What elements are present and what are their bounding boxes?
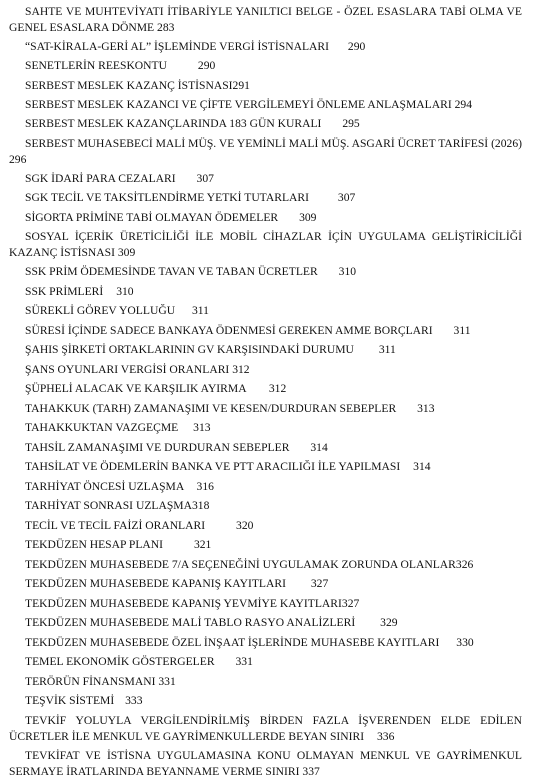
toc-entry[interactable] — [9, 264, 522, 280]
entry-page-number: 283 — [157, 20, 175, 34]
entry-title: SERBEST MESLEK KAZANÇLARINDA 183 GÜN KURALI — [25, 117, 322, 130]
entry-title: SAHTE VE MUHTEVİYATI İTİBARİYLE YANILTICI BELGE - ÖZEL ESASLARA TABİ OLMA VE GENEL ESASLARA DÖNME — [9, 5, 522, 34]
toc-entry[interactable] — [9, 635, 522, 651]
entry-title: SERBEST MUHASEBECİ MALİ MÜŞ. VE YEMİNLİ MALİ MÜŞ. ASGARİ ÜCRET TARİFESİ (2026) — [25, 137, 522, 150]
entry-page-number: 294 — [454, 98, 473, 111]
entry-title: TEMEL EKONOMİK GÖSTERGELER — [25, 655, 215, 668]
entry-page-number: 327 — [310, 577, 329, 590]
entry-page-number: 329 — [380, 616, 398, 629]
entry-page-number: 310 — [116, 285, 134, 298]
toc-entry[interactable] — [9, 210, 522, 226]
entry-title: TEKDÜZEN MUHASEBEDE ÖZEL İNŞAAT İŞLERİNDE MUHASEBE KAYITLARI — [25, 636, 440, 649]
entry-title: TEKDÜZEN MUHASEBEDE KAPANIŞ KAYITLARI — [25, 577, 286, 590]
entry-page-number: 321 — [193, 538, 212, 551]
entry-page-number: 327 — [341, 597, 360, 610]
toc-entry[interactable] — [9, 116, 522, 132]
entry-page-number: 331 — [158, 675, 176, 688]
toc-entry[interactable] — [9, 284, 522, 300]
entry-title: TAHAKKUKTAN VAZGEÇME — [25, 421, 179, 434]
toc-entry[interactable] — [9, 401, 522, 417]
entry-title: SGK TECİL VE TAKSİTLENDİRME YETKİ TUTARLARI — [25, 191, 309, 204]
entry-page-number: 314 — [310, 441, 328, 454]
toc-entry[interactable] — [9, 420, 522, 436]
entry-title: SERBEST MESLEK KAZANÇ İSTİSNASI — [25, 79, 233, 92]
entry-page-number: 307 — [196, 172, 214, 185]
entry-page-number: 296 — [9, 152, 27, 166]
toc-entry[interactable] — [9, 479, 522, 495]
entry-page-number: 290 — [197, 59, 216, 72]
toc-entry[interactable] — [9, 4, 522, 35]
entry-title: TERÖRÜN FİNANSMANI — [25, 675, 156, 688]
entry-page-number: 313 — [193, 421, 211, 434]
entry-title: TEKDÜZEN MUHASEBEDE KAPANIŞ YEVMİYE KAYITLARI — [25, 597, 342, 610]
entry-page-number: 309 — [117, 245, 136, 259]
entry-page-number: 316 — [196, 480, 214, 493]
entry-title: SÜREKLİ GÖREV YOLLUĞU — [25, 304, 176, 317]
toc-entry[interactable] — [9, 596, 522, 612]
toc-entry[interactable] — [9, 39, 522, 55]
toc-entry[interactable] — [9, 498, 522, 514]
entry-title: TECİL VE TECİL FAİZİ ORANLARI — [25, 519, 206, 532]
toc-entry[interactable] — [9, 58, 522, 74]
toc-entry[interactable] — [9, 518, 522, 534]
entry-page-number: 336 — [377, 729, 395, 743]
toc-entry[interactable] — [9, 674, 522, 690]
entry-page-number: 326 — [455, 558, 474, 571]
entry-page-number: 291 — [232, 79, 250, 92]
toc-entry[interactable] — [9, 713, 522, 744]
entry-title: TEKDÜZEN MUHASEBEDE MALİ TABLO RASYO ANALİZLERİ — [25, 616, 356, 629]
toc-entry[interactable] — [9, 362, 522, 378]
toc-entry[interactable] — [9, 557, 522, 573]
toc-entry[interactable] — [9, 190, 522, 206]
entry-page-number: 337 — [302, 764, 320, 778]
entry-page-number: 310 — [338, 265, 357, 278]
entry-page-number: 311 — [378, 343, 396, 356]
entry-title: TARHİYAT ÖNCESİ UZLAŞMA — [25, 480, 184, 493]
entry-title: “SAT-KİRALA-GERİ AL” İŞLEMİNDE VERGİ İSTİSNALARI — [25, 40, 329, 53]
toc-entry[interactable] — [9, 615, 522, 631]
entry-title: TEKDÜZEN HESAP PLANI — [25, 538, 164, 551]
entry-title: TEVKİFAT VE İSTİSNA UYGULAMASINA KONU OLMAYAN MENKUL VE GAYRİMENKUL SERMAYE İRATLARINDA BEYANNAME VERME SINIRI — [9, 749, 522, 778]
entry-title: SİGORTA PRİMİNE TABİ OLMAYAN ÖDEMELER — [25, 211, 279, 224]
entry-title: TAHAKKUK (TARH) ZAMANAŞIMI VE KESEN/DURDURAN SEBEPLER — [25, 402, 397, 415]
toc-entry[interactable] — [9, 136, 522, 167]
entry-title: SENETLERİN REESKONTU — [25, 59, 168, 72]
entry-title: TAHSİL ZAMANAŞIMI VE DURDURAN SEBEPLER — [25, 441, 290, 454]
entry-page-number: 314 — [413, 460, 431, 473]
entry-title: SSK PRİMLERİ — [25, 285, 104, 298]
toc-entry[interactable] — [9, 440, 522, 456]
entry-page-number: 312 — [232, 363, 250, 376]
entry-title: TARHİYAT SONRASI UZLAŞMA — [25, 499, 192, 512]
toc-entry[interactable] — [9, 537, 522, 553]
entry-page-number: 307 — [337, 191, 356, 204]
toc-entry[interactable] — [9, 229, 522, 260]
entry-title: SERBEST MESLEK KAZANCI VE ÇİFTE VERGİLEMEYİ ÖNLEME ANLAŞMALARI — [25, 98, 452, 111]
toc-entry[interactable] — [9, 303, 522, 319]
entry-title: TEŞVİK SİSTEMİ — [25, 694, 115, 707]
entry-title: ŞAHIS ŞİRKETİ ORTAKLARININ GV KARŞISINDAKİ DURUMU — [25, 343, 354, 356]
toc-entry[interactable] — [9, 78, 522, 94]
entry-title: TAHSİLAT VE ÖDEMLERİN BANKA VE PTT ARACILIĞI İLE YAPILMASI — [25, 460, 401, 473]
toc-entry[interactable] — [9, 748, 522, 779]
toc-entry[interactable] — [9, 381, 522, 397]
toc-entry[interactable] — [9, 97, 522, 113]
entry-page-number: 330 — [456, 636, 474, 649]
toc-entry[interactable] — [9, 576, 522, 592]
entry-title: TEVKİF YOLUYLA VERGİLENDİRİLMİŞ BİRDEN FAZLA İŞVERENDEN ELDE EDİLEN ÜCRETLER İLE MENKUL VE GAYRİMENKULLERDE BEYAN SINIRI — [9, 714, 522, 743]
entry-page-number: 311 — [453, 324, 471, 337]
toc-entry[interactable] — [9, 693, 522, 709]
toc-entry[interactable] — [9, 342, 522, 358]
entry-page-number: 295 — [342, 117, 360, 130]
entry-title: SÜRESİ İÇİNDE SADECE BANKAYA ÖDENMESİ GEREKEN AMME BORÇLARI — [25, 324, 433, 337]
toc-entry[interactable] — [9, 171, 522, 187]
entry-title: ŞÜPHELİ ALACAK VE KARŞILIK AYIRMA — [25, 382, 246, 395]
entry-title: ŞANS OYUNLARI VERGİSİ ORANLARI — [25, 363, 230, 376]
entry-page-number: 318 — [191, 499, 210, 512]
entry-title: SGK İDARİ PARA CEZALARI — [25, 172, 176, 185]
entry-title: TEKDÜZEN MUHASEBEDE 7/A SEÇENEĞİNİ UYGULAMAK ZORUNDA OLANLAR — [25, 558, 456, 571]
entry-title: SSK PRİM ÖDEMESİNDE TAVAN VE TABAN ÜCRETLER — [25, 265, 318, 278]
entry-page-number: 312 — [268, 382, 287, 395]
toc-entry[interactable] — [9, 654, 522, 670]
entry-title: SOSYAL İÇERİK ÜRETİCİLİĞİ İLE MOBİL CİHAZLAR İÇİN UYGULAMA GELİŞTİRİCİLİĞİ KAZANÇ İSTİSNASI — [9, 230, 522, 259]
toc-entry[interactable] — [9, 323, 522, 339]
toc-entry[interactable] — [9, 459, 522, 475]
entry-page-number: 320 — [236, 519, 254, 532]
entry-page-number: 311 — [191, 304, 209, 317]
entry-page-number: 333 — [125, 694, 143, 707]
entry-page-number: 309 — [299, 211, 317, 224]
entry-page-number: 313 — [417, 402, 435, 415]
entry-page-number: 331 — [235, 655, 253, 668]
entry-page-number: 290 — [347, 40, 366, 53]
